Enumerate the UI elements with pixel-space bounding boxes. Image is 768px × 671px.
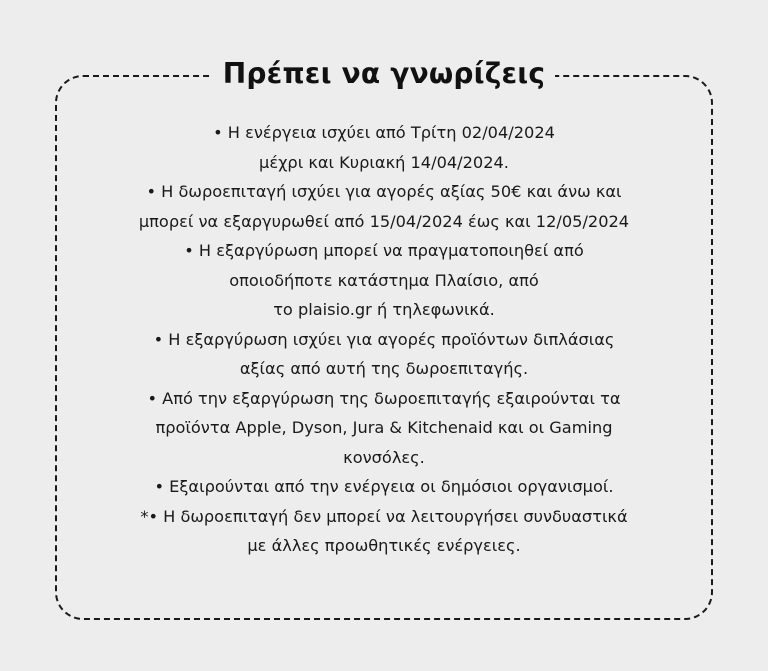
title-wrap bbox=[0, 52, 768, 96]
card-title: Πρέπει να γνωρίζεις bbox=[213, 52, 555, 96]
terms-line: • Από την εξαργύρωση της δωροεπιταγής εξαιρούνται τα bbox=[147, 388, 621, 408]
terms-line: • Εξαιρούνται από την ενέργεια οι δημόσιοι οργανισμοί. bbox=[154, 477, 614, 496]
terms-line: μπορεί να εξαργυρωθεί από 15/04/2024 έως και 12/05/2024 bbox=[138, 211, 630, 231]
terms-line: • Η δωροεπιταγή ισχύει για αγορές αξίας 50€ και άνω και bbox=[146, 182, 622, 201]
terms-line: μέχρι και Κυριακή 14/04/2024. bbox=[259, 152, 509, 172]
terms-line: οποιοδήποτε κατάστημα Πλαίσιο, από bbox=[229, 270, 539, 290]
terms-line: προϊόντα Apple, Dyson, Jura & Kitchenaid και οι Gaming bbox=[155, 418, 613, 437]
terms-line: *• Η δωροεπιταγή δεν μπορεί να λειτουργήσει συνδυαστικά bbox=[140, 506, 628, 526]
terms-line: • Η εξαργύρωση μπορεί να πραγματοποιηθεί από bbox=[184, 241, 584, 260]
terms-line: κονσόλες. bbox=[343, 447, 425, 467]
terms-list bbox=[70, 118, 698, 561]
terms-line: • Η ενέργεια ισχύει από Τρίτη 02/04/2024 bbox=[213, 123, 555, 142]
terms-line: με άλλες προωθητικές ενέργειες. bbox=[247, 536, 521, 555]
terms-line: το plaisio.gr ή τηλεφωνικά. bbox=[273, 300, 495, 319]
terms-line: αξίας από αυτή της δωροεπιταγής. bbox=[239, 359, 529, 378]
terms-line: • Η εξαργύρωση ισχύει για αγορές προϊόντων διπλάσιας bbox=[153, 329, 615, 349]
